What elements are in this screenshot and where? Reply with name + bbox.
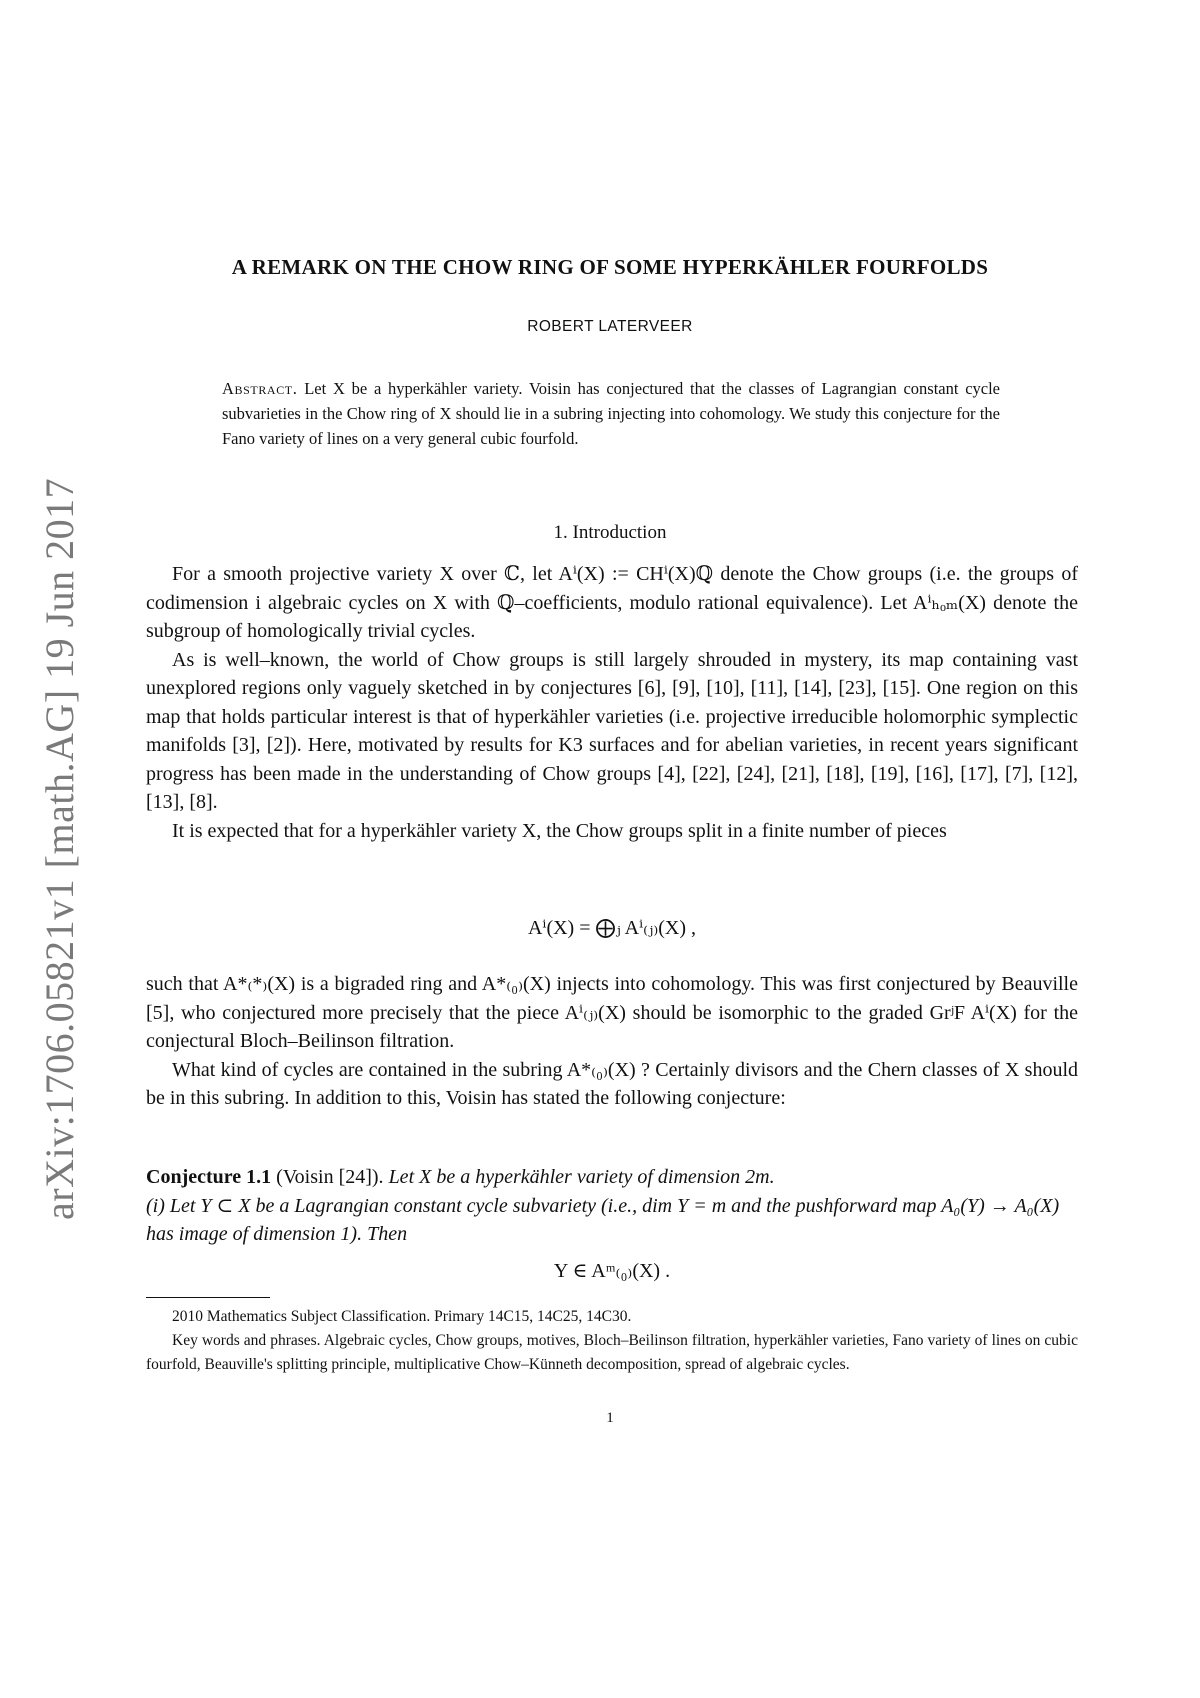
conjecture-part-i: (i) Let Y ⊂ X be a Lagrangian constant cycle subvariety (i.e., dim Y = m and the pushforward map A₀(Y) → A₀(X) has image of dimension 1). Then — [146, 1194, 1060, 1245]
footnotes — [146, 1305, 1078, 1377]
author-name: ROBERT LATERVEER — [527, 318, 693, 335]
conjecture-statement: Let X be a hyperkähler variety of dimension 2m. — [388, 1166, 775, 1188]
paragraph: such that A*₍*₎(X) is a bigraded ring and A*₍₀₎(X) injects into cohomology. This was first conjectured by Beauville [5], who conjectured more precisely that the piece Aⁱ₍ⱼ₎(X) should be isomorphic to the graded GrʲF Aⁱ(X) for the conjectural Bloch–Beilinson filtration. — [146, 973, 1078, 1052]
paragraph: As is well–known, the world of Chow groups is still largely shrouded in mystery, its map containing vast unexplored regions only vaguely sketched in by conjectures [6], [9], [10], [11], [14], [23], [15]. One region on this map that holds particular interest is that of hyperkähler varieties (i.e. projective irreducible holomorphic symplectic manifolds [3], [2]). Here, motivated by results for K3 surfaces and for abelian varieties, in recent years significant progress has been made in the understanding of Chow groups [4], [22], [24], [21], [18], [19], [16], [17], [7], [12], [13], [8]. — [146, 648, 1078, 813]
paragraph: It is expected that for a hyperkähler variety X, the Chow groups split in a finite number of pieces — [172, 819, 947, 842]
intro-body-continued — [146, 970, 1078, 1113]
paper-title: A REMARK ON THE CHOW RING OF SOME HYPERKÄHLER FOURFOLDS — [231, 255, 989, 279]
conjecture-label: Conjecture 1.1 — [146, 1166, 272, 1188]
equation: Aⁱ(X) = ⨁ⱼ Aⁱ₍ⱼ₎(X) , — [527, 917, 697, 939]
footnote-rule — [146, 1297, 270, 1298]
paragraph: For a smooth projective variety X over ℂ, let Aⁱ(X) := CHⁱ(X)ℚ denote the Chow groups (i.e. the groups of codimension i algebraic cycles on X with ℚ–coefficients, modulo rational equivalence). Let Aⁱₕₒₘ(X) denote the subgroup of homologically trivial cycles. — [146, 563, 1078, 642]
abstract-label: Abstract. — [222, 379, 298, 398]
abstract-text: Let X be a hyperkähler variety. Voisin has conjectured that the classes of Lagrangian constant cycle subvarieties in the Chow ring of X should lie in a subring injecting into cohomology. We study this conjecture for the Fano variety of lines on a very general cubic fourfold. — [222, 379, 1001, 448]
paragraph: What kind of cycles are contained in the subring A*₍₀₎(X) ? Certainly divisors and the Chern classes of X should be in this subring. In addition to this, Voisin has stated the following conjecture: — [146, 1058, 1078, 1109]
page-number: 1 — [606, 1410, 614, 1426]
footnote-msc: 2010 Mathematics Subject Classification. Primary 14C15, 14C25, 14C30. — [172, 1308, 632, 1325]
section-heading: 1. Introduction — [553, 522, 667, 543]
arxiv-identifier: arXiv:1706.05821v1 [math.AG] 19 Jun 2017 — [37, 477, 82, 1220]
equation: Y ∈ Aᵐ₍₀₎(X) . — [553, 1260, 671, 1282]
intro-body — [146, 560, 1078, 845]
footnote-keywords: Key words and phrases. Algebraic cycles, Chow groups, motives, Bloch–Beilinson filtration, hyperkähler varieties, Fano variety of lines on cubic fourfold, Beauville's splitting principle, multiplicative Chow–Künneth decomposition, spread of algebraic cycles. — [146, 1332, 1078, 1373]
conjecture-attribution: (Voisin [24]). — [276, 1166, 384, 1188]
conjecture — [146, 1163, 1078, 1249]
abstract — [222, 376, 1000, 451]
